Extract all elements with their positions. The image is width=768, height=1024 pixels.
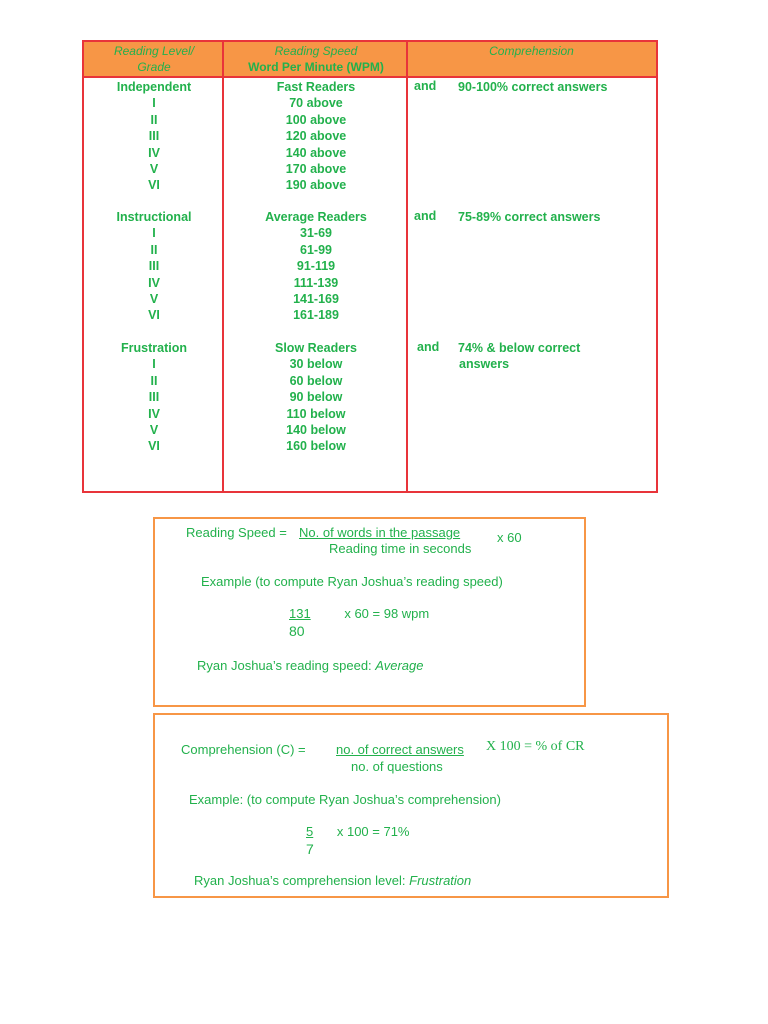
example-denominator: 7 [306, 841, 314, 857]
speed-cell: 161-189 [293, 308, 339, 323]
speed-label: Average Readers [265, 210, 367, 224]
speed-label: Fast Readers [276, 80, 356, 94]
formula-lhs: Reading Speed = [186, 525, 287, 540]
comprehension-range: 75-89% correct answers [458, 210, 601, 224]
reading-speed-formula-box [153, 517, 586, 707]
grade-cell: II [150, 112, 158, 127]
grade-cell: III [148, 390, 160, 405]
result-value: Average [375, 658, 424, 673]
grade-cell: I [152, 96, 156, 111]
speed-cell: 140 above [285, 145, 347, 160]
grade-cell: I [152, 226, 156, 241]
level-name: Instructional [116, 210, 192, 224]
formula-multiplier: x 60 [497, 530, 522, 545]
speed-label: Slow Readers [275, 341, 357, 355]
result-label: Ryan Joshua’s comprehension level: [194, 873, 406, 888]
grade-cell: II [150, 242, 158, 257]
speed-cell: 141-169 [293, 292, 339, 307]
and-connector: and [417, 340, 440, 354]
grade-cell: III [148, 129, 160, 144]
formula-denominator: no. of questions [351, 759, 443, 774]
example-caption: Example (to compute Ryan Joshua’s reading speed) [201, 574, 503, 589]
speed-cell: 91-119 [296, 259, 336, 274]
reading-level-table [82, 40, 658, 493]
speed-group-fast [225, 79, 407, 194]
level-name: Independent [116, 80, 192, 94]
speed-group-average [225, 209, 407, 324]
example-fraction [259, 606, 429, 621]
grade-cell: VI [148, 308, 160, 323]
grade-cell: VI [148, 439, 160, 454]
example-denominator: 80 [289, 623, 305, 639]
level-group-instructional [84, 209, 224, 324]
formula-numerator-line [321, 742, 464, 757]
speed-cell: 100 above [285, 112, 347, 127]
header-comprehension [409, 43, 654, 59]
comprehension-range [458, 340, 638, 373]
table-header-row [84, 42, 656, 78]
grade-cell: III [148, 259, 160, 274]
header-reading-speed [225, 43, 407, 75]
level-group-independent [84, 79, 224, 194]
example-calculation: x 60 = 98 wpm [344, 606, 430, 621]
header-level-line2: Grade [137, 60, 171, 74]
formula-denominator: Reading time in seconds [329, 541, 472, 556]
grade-cell: V [149, 162, 159, 177]
speed-cell: 111-139 [293, 275, 339, 290]
speed-cell: 31-69 [300, 226, 332, 241]
result-line [197, 658, 423, 673]
grade-cell: IV [148, 406, 160, 421]
comprehension-line2: answers [459, 357, 510, 372]
header-level-line1: Reading Level/ [113, 44, 195, 58]
grade-cell: VI [148, 178, 160, 193]
speed-cell: 61-99 [300, 242, 332, 257]
speed-cell: 70 above [289, 96, 343, 111]
header-speed-line2: Word Per Minute (WPM) [248, 60, 384, 74]
grade-cell: V [149, 292, 159, 307]
example-caption: Example: (to compute Ryan Joshua’s comprehension) [189, 792, 501, 807]
example-calculation: x 100 = 71% [336, 824, 410, 839]
header-reading-level [84, 43, 224, 75]
comprehension-line1: 74% & below correct [458, 341, 581, 355]
formula-lhs: Comprehension (C) = [181, 742, 306, 757]
speed-cell: 120 above [285, 129, 347, 144]
speed-cell: 170 above [285, 162, 347, 177]
grade-cell: I [152, 357, 156, 372]
result-line [194, 873, 471, 888]
formula-numerator: No. of words in the passage [299, 525, 461, 540]
speed-group-slow [225, 340, 407, 455]
formula-multiplier: X 100 = % of CR [486, 739, 585, 754]
speed-cell: 160 below [286, 439, 346, 454]
speed-cell: 30 below [289, 357, 343, 372]
comprehension-range: 90-100% correct answers [458, 80, 608, 94]
example-numerator: 131 [289, 606, 311, 621]
grade-cell: II [150, 373, 158, 388]
formula-numerator: no. of correct answers [336, 742, 464, 757]
and-connector: and [414, 209, 437, 223]
speed-cell: 60 below [289, 373, 343, 388]
result-label: Ryan Joshua’s reading speed: [197, 658, 372, 673]
header-speed-line1: Reading Speed [274, 44, 358, 58]
speed-cell: 140 below [286, 423, 346, 438]
speed-cell: 90 below [289, 390, 343, 405]
level-name: Frustration [121, 341, 187, 355]
example-fraction [276, 824, 410, 839]
grade-cell: IV [148, 145, 160, 160]
header-comprehension-label: Comprehension [489, 44, 574, 58]
grade-cell: IV [148, 275, 160, 290]
grade-cell: V [149, 423, 159, 438]
level-group-frustration [84, 340, 224, 455]
and-connector: and [414, 79, 437, 93]
speed-cell: 110 below [286, 406, 346, 421]
comprehension-formula-box [153, 713, 669, 898]
example-numerator: 5 [306, 824, 314, 839]
speed-cell: 190 above [285, 178, 347, 193]
result-value: Frustration [409, 873, 472, 888]
